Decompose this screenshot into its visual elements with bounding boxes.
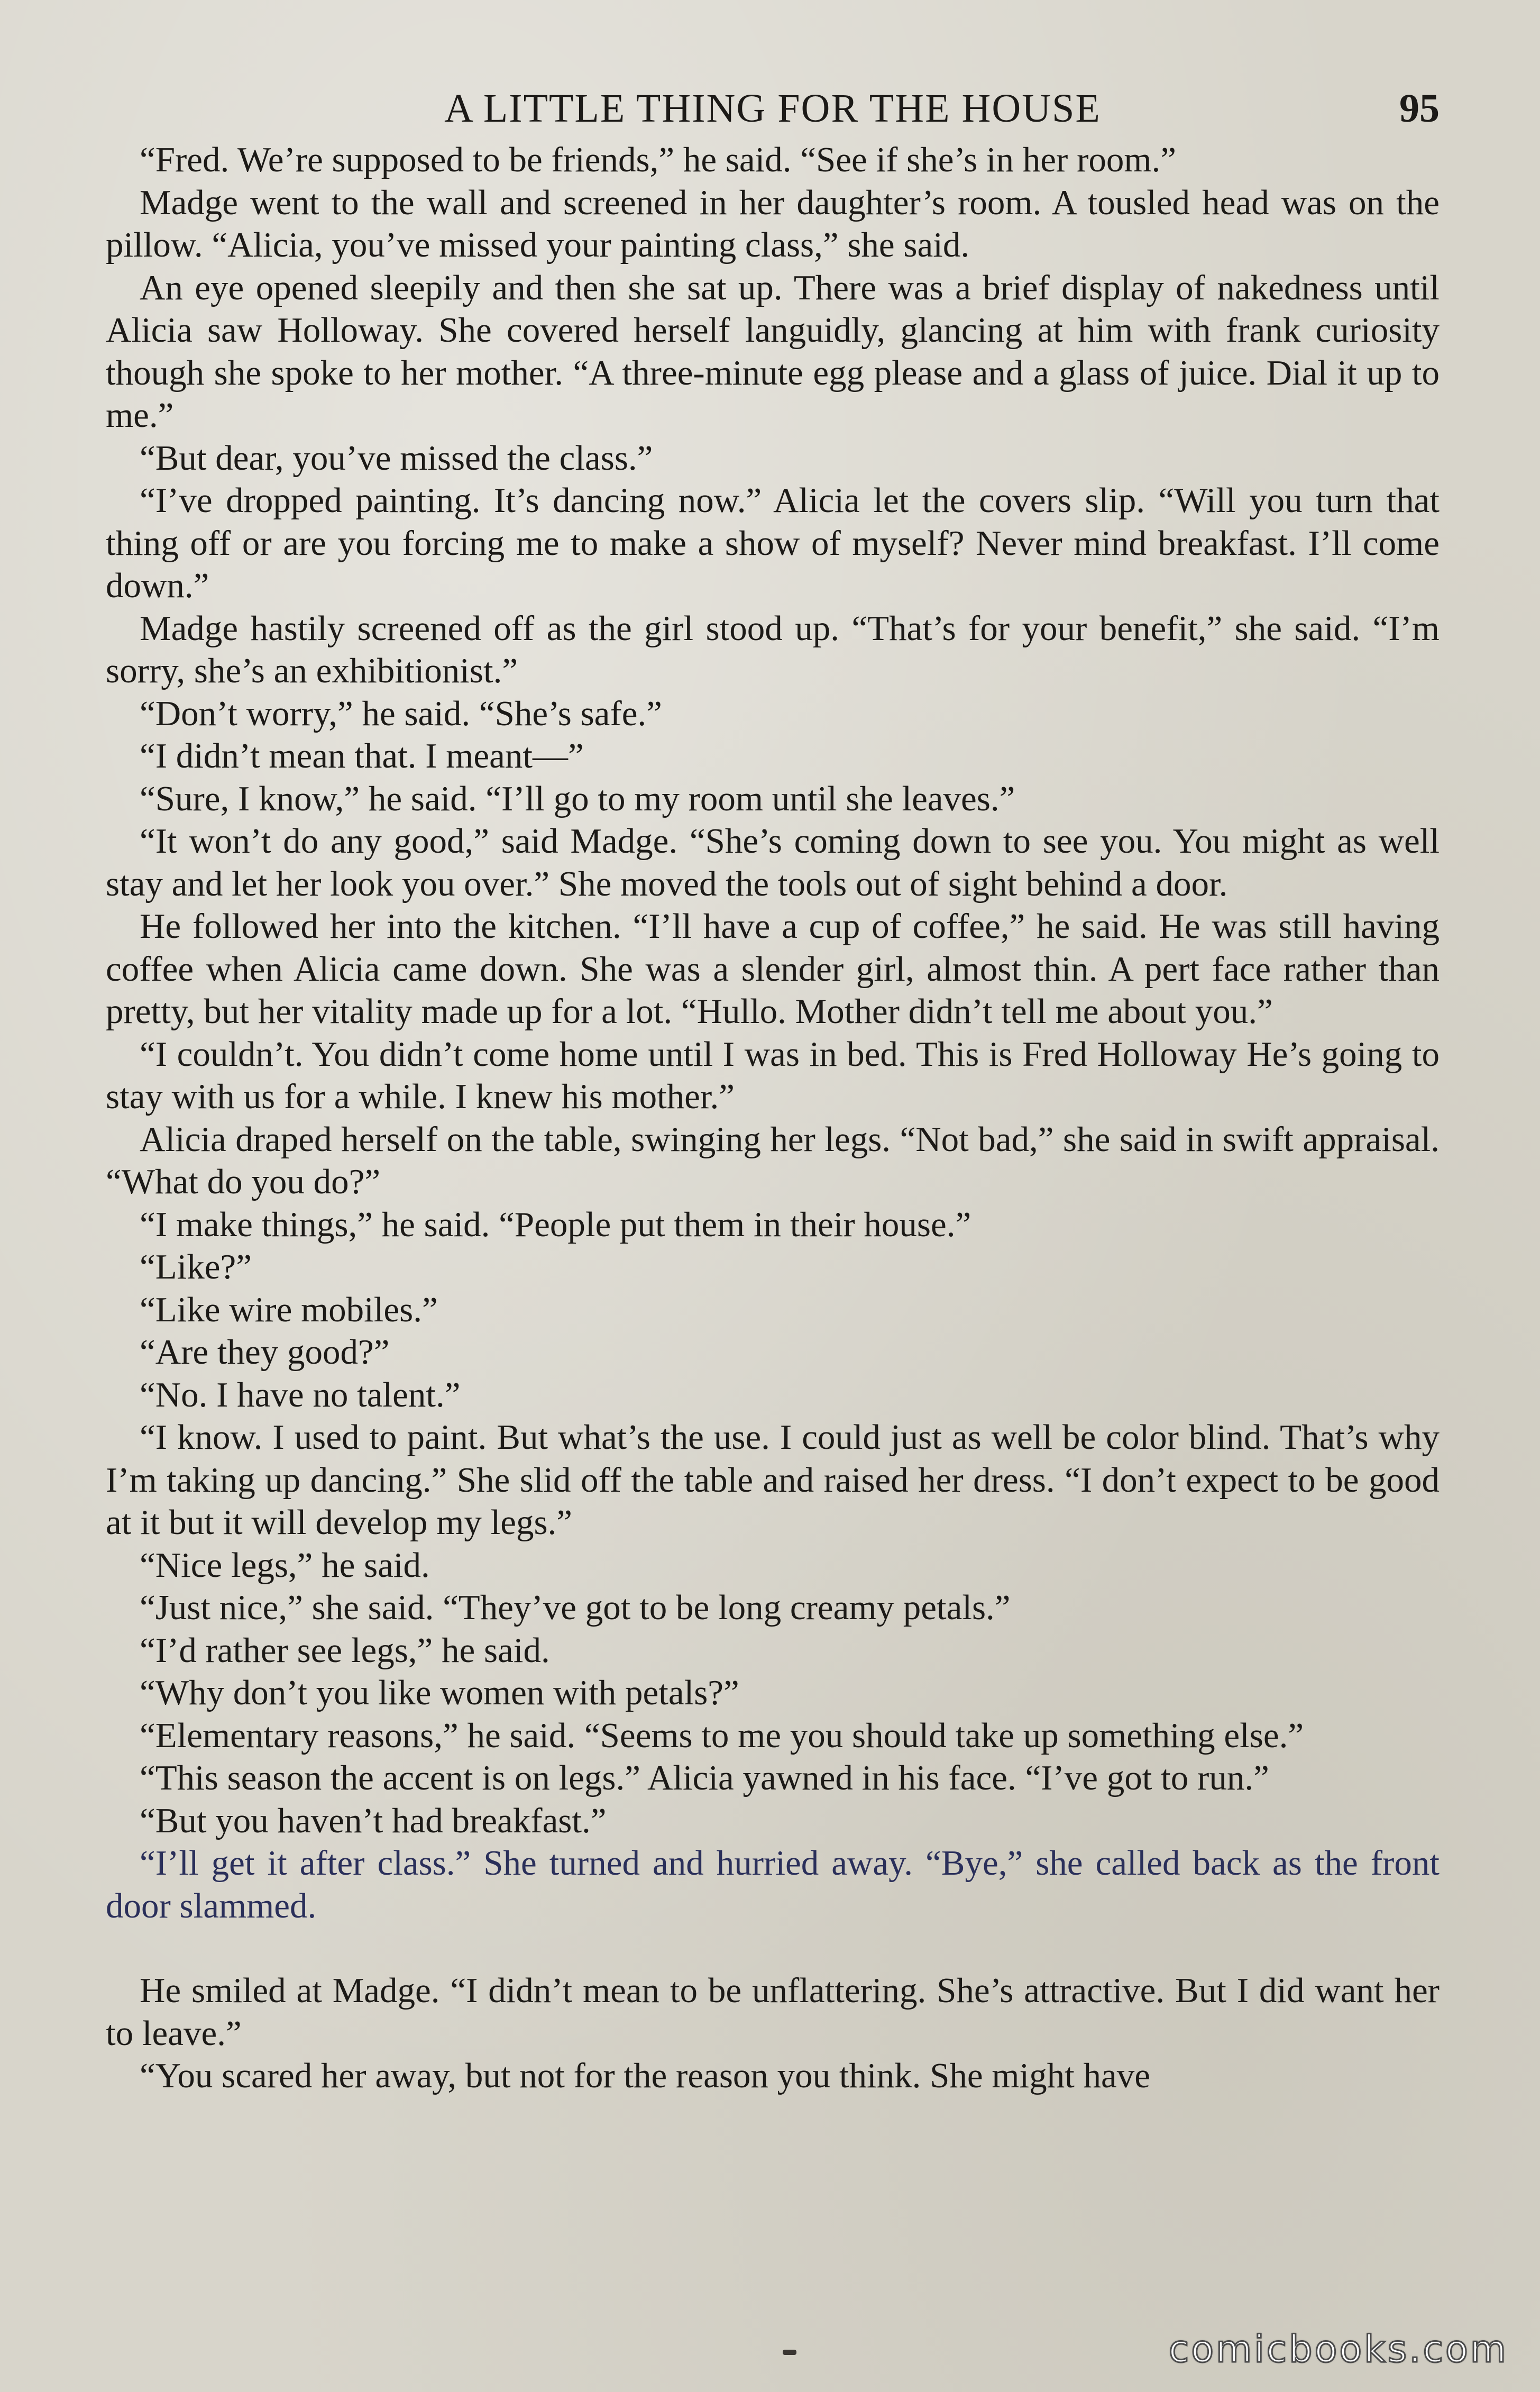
paragraph: Madge went to the wall and screened in her daughter’s room. A tousled head was on the pillow. “Alicia, you’ve missed your painting class,” she said. bbox=[106, 182, 1440, 264]
paragraph: “I’ll get it after class.” She turned and hurried away. “Bye,” she called back as the front door slammed. bbox=[106, 1843, 1440, 1925]
paragraph: “Just nice,” she said. “They’ve got to be long creamy petals.” bbox=[140, 1588, 1011, 1627]
paragraph: “Sure, I know,” he said. “I’ll go to my room until she leaves.” bbox=[140, 779, 1015, 818]
paragraph: “Don’t worry,” he said. “She’s safe.” bbox=[140, 693, 662, 733]
paragraph: “But dear, you’ve missed the class.” bbox=[140, 438, 653, 478]
watermark-logo: comicbooks.com bbox=[1168, 2327, 1508, 2371]
paragraph: “I’d rather see legs,” he said. bbox=[140, 1630, 550, 1670]
paragraph: “I make things,” he said. “People put them in their house.” bbox=[140, 1204, 971, 1244]
paragraph: “No. I have no talent.” bbox=[140, 1375, 461, 1414]
paragraph: Madge hastily screened off as the girl stood up. “That’s for your benefit,” she said. “I’m sorry, she’s an exhibitionist.” bbox=[106, 608, 1440, 690]
paragraph: “Like?” bbox=[140, 1247, 252, 1286]
paragraph: “But you haven’t had breakfast.” bbox=[140, 1801, 607, 1840]
paragraph: “Like wire mobiles.” bbox=[140, 1290, 438, 1329]
paragraph: “You scared her away, but not for the reason you think. She might have bbox=[140, 2056, 1150, 2095]
paragraph: “It won’t do any good,” said Madge. “She’s coming down to see you. You might as well stay and let her look you over.” She moved the tools out of sight behind a door. bbox=[106, 821, 1440, 903]
paragraph: “This season the accent is on legs.” Alicia yawned in his face. “I’ve got to run.” bbox=[140, 1758, 1269, 1797]
body-text bbox=[106, 139, 1440, 2097]
paragraph: “Are they good?” bbox=[140, 1332, 390, 1372]
paragraph: He followed her into the kitchen. “I’ll have a cup of coffee,” he said. He was still having coffee when Alicia came down. She was a slender girl, almost thin. A pert face rather than pretty, but her vitality made up for a lot. “Hullo. Mother didn’t tell me about you.” bbox=[106, 907, 1440, 1031]
paragraph: “Why don’t you like women with petals?” bbox=[140, 1673, 739, 1712]
print-mark bbox=[783, 2350, 796, 2355]
paragraph: “I didn’t mean that. I meant—” bbox=[140, 736, 584, 775]
paragraph: “Fred. We’re supposed to be friends,” he said. “See if she’s in her room.” bbox=[140, 140, 1176, 179]
paragraph: “I know. I used to paint. But what’s the use. I could just as well be color blind. That’s why I’m taking up dancing.” She slid off the table and raised her dress. “I don’t expect to be good at it but it will develop my legs.” bbox=[106, 1418, 1440, 1542]
paragraph: An eye opened sleepily and then she sat up. There was a brief display of nakedness until Alicia saw Holloway. She covered herself languidly, glancing at him with frank curiosity though she spoke to her mother. “A three-minute egg please and a glass of juice. Dial it up to me.” bbox=[106, 268, 1440, 435]
page-header bbox=[106, 79, 1440, 138]
page-number: 95 bbox=[1399, 86, 1440, 131]
paragraph: “Nice legs,” he said. bbox=[140, 1545, 430, 1585]
paragraph: “I couldn’t. You didn’t come home until I was in bed. This is Fred Holloway He’s going to stay with us for a while. I knew his mother.” bbox=[106, 1034, 1440, 1116]
paragraph: “I’ve dropped painting. It’s dancing now.” Alicia let the covers slip. “Will you turn that thing off or are you forcing me to make a show of myself? Never mind breakfast. I’ll come down.” bbox=[106, 481, 1440, 605]
paragraph: Alicia draped herself on the table, swinging her legs. “Not bad,” she said in swift appraisal. “What do you do?” bbox=[106, 1119, 1440, 1201]
running-title: A LITTLE THING FOR THE HOUSE bbox=[444, 86, 1101, 131]
paragraph: He smiled at Madge. “I didn’t mean to be unflattering. She’s attractive. But I did want her to leave.” bbox=[106, 1971, 1440, 2053]
paragraph: “Elementary reasons,” he said. “Seems to me you should take up something else.” bbox=[140, 1715, 1304, 1755]
